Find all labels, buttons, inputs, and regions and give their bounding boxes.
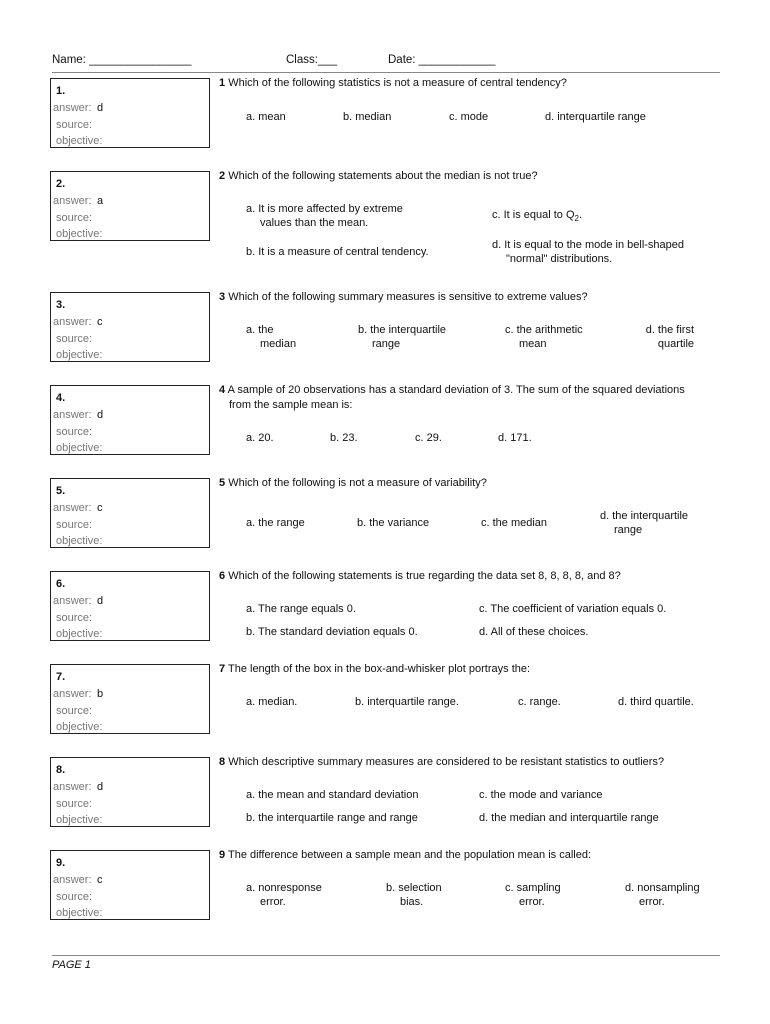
answer-value: b [97,688,104,700]
source-label: source: [56,798,93,810]
question-number: 8 [219,756,226,768]
objective-label: objective: [56,721,103,733]
answer-value: c [97,502,103,514]
answer-box [50,385,210,455]
question-text: 6 Which of the following statements is true regarding the data set 8, 8, 8, 8, and 8? [219,570,621,582]
objective-label: objective: [56,135,103,147]
choice-c: c. the arithmetic mean [505,324,583,350]
question-text: 4 A sample of 20 observations has a standard deviation of 3. The sum of the squared deviations from the sample mean is: [219,384,685,411]
choice-a: a. 20. [246,432,274,444]
answer-value: c [97,874,103,886]
question-number: 9 [219,849,226,861]
choice-b: b. It is a measure of central tendency. [246,246,429,258]
answer-label: answer: [53,688,92,700]
choice-d: d. All of these choices. [479,626,589,638]
choice-b: b. The standard deviation equals 0. [246,626,418,638]
answer-label: answer: [53,195,92,207]
answer-label: answer: [53,595,92,607]
box-number: 9. [56,857,66,869]
box-number: 5. [56,485,66,497]
answer-value: a [97,195,104,207]
choice-a: a. It is more affected by extreme values than the mean. [246,203,403,229]
box-number: 2. [56,178,66,190]
choice-d: d. the first quartile [645,324,694,350]
date-field-label: Date: ____________ [388,54,496,66]
objective-label: objective: [56,814,103,826]
objective-label: objective: [56,228,103,240]
source-label: source: [56,426,93,438]
question-number: 6 [219,570,226,582]
answer-box [50,850,210,920]
choice-b: b. median [343,111,392,123]
question-text: 9 The difference between a sample mean and the population mean is called: [219,849,592,861]
choice-d: d. 171. [498,432,532,444]
choice-a: a. median. [246,696,298,708]
choice-b: b. interquartile range. [355,696,459,708]
choice-d: d. nonsampling error. [625,882,700,908]
source-label: source: [56,705,93,717]
choice-a: a. The range equals 0. [246,603,356,615]
answer-box [50,757,210,827]
objective-label: objective: [56,442,103,454]
choice-a: a. nonresponse error. [246,882,322,908]
answer-label: answer: [53,874,92,886]
answer-value: c [97,316,103,328]
answer-box [50,478,210,548]
objective-label: objective: [56,628,103,640]
answer-label: answer: [53,502,92,514]
choice-c: c. sampling error. [505,882,561,908]
box-number: 1. [56,85,66,97]
page-header [52,54,720,72]
objective-label: objective: [56,907,103,919]
choice-b: b. the interquartile range and range [246,812,418,824]
question-number: 2 [219,170,226,182]
question-text: 8 Which descriptive summary measures are considered to be resistant statistics to outliers? [219,756,665,768]
source-label: source: [56,119,93,131]
choice-c: c. the median [481,517,548,529]
choice-d: d. interquartile range [545,111,646,123]
answer-label: answer: [53,316,92,328]
answer-box [50,171,210,241]
choice-d: d. third quartile. [618,696,694,708]
class-field-label: Class:___ [286,54,338,66]
source-label: source: [56,212,93,224]
box-number: 3. [56,299,66,311]
choice-a: a. the median [246,324,297,350]
box-number: 7. [56,671,66,683]
question-text: 5 Which of the following is not a measure of variability? [219,477,487,489]
answer-label: answer: [53,781,92,793]
choice-c: c. 29. [415,432,442,444]
question-text: 1 Which of the following statistics is not a measure of central tendency? [219,77,567,89]
header-divider [52,72,720,73]
question-text: 2 Which of the following statements about the median is not true? [219,170,538,182]
answer-box [50,664,210,734]
objective-label: objective: [56,349,103,361]
objective-label: objective: [56,535,103,547]
choice-d: d. It is equal to the mode in bell-shaped "normal" distributions. [492,239,685,265]
answer-label: answer: [53,409,92,421]
choice-b: b. selection bias. [386,882,442,908]
source-label: source: [56,891,93,903]
choice-a: a. the range [246,517,305,529]
answer-value: d [97,409,104,421]
answer-box [50,571,210,641]
source-label: source: [56,612,93,624]
footer-divider [52,955,720,956]
choice-c: c. range. [518,696,561,708]
choice-c: c. the mode and variance [479,789,603,801]
question-number: 3 [219,291,226,303]
answer-value: d [97,781,104,793]
choice-b: b. the variance [357,517,430,529]
choice-d: d. the median and interquartile range [479,812,659,824]
question-number: 7 [219,663,226,675]
choice-b: b. 23. [330,432,358,444]
answer-value: d [97,595,104,607]
choice-a: a. the mean and standard deviation [246,789,419,801]
answer-label: answer: [53,102,92,114]
source-label: source: [56,333,93,345]
choice-c: c. The coefficient of variation equals 0. [479,603,667,615]
name-field-label: Name: ________________ [52,54,192,66]
page-number: PAGE 1 [52,959,91,971]
question-number: 1 [219,77,226,89]
question-number: 5 [219,477,226,489]
choice-c: c. mode [449,111,489,123]
source-label: source: [56,519,93,531]
answer-box [50,292,210,362]
box-number: 4. [56,392,66,404]
question-text: 3 Which of the following summary measures is sensitive to extreme values? [219,291,588,303]
choice-c: c. It is equal to $Q_2$. [492,209,583,224]
answer-box [50,78,210,148]
choice-b: b. the interquartile range [358,324,447,350]
choice-a: a. mean [246,111,286,123]
choice-d: d. the interquartile range [600,510,689,536]
question-text: 7 The length of the box in the box-and-whisker plot portrays the: [219,663,531,675]
question-number: 4 [219,384,226,396]
answer-value: d [97,102,104,114]
box-number: 8. [56,764,66,776]
box-number: 6. [56,578,66,590]
